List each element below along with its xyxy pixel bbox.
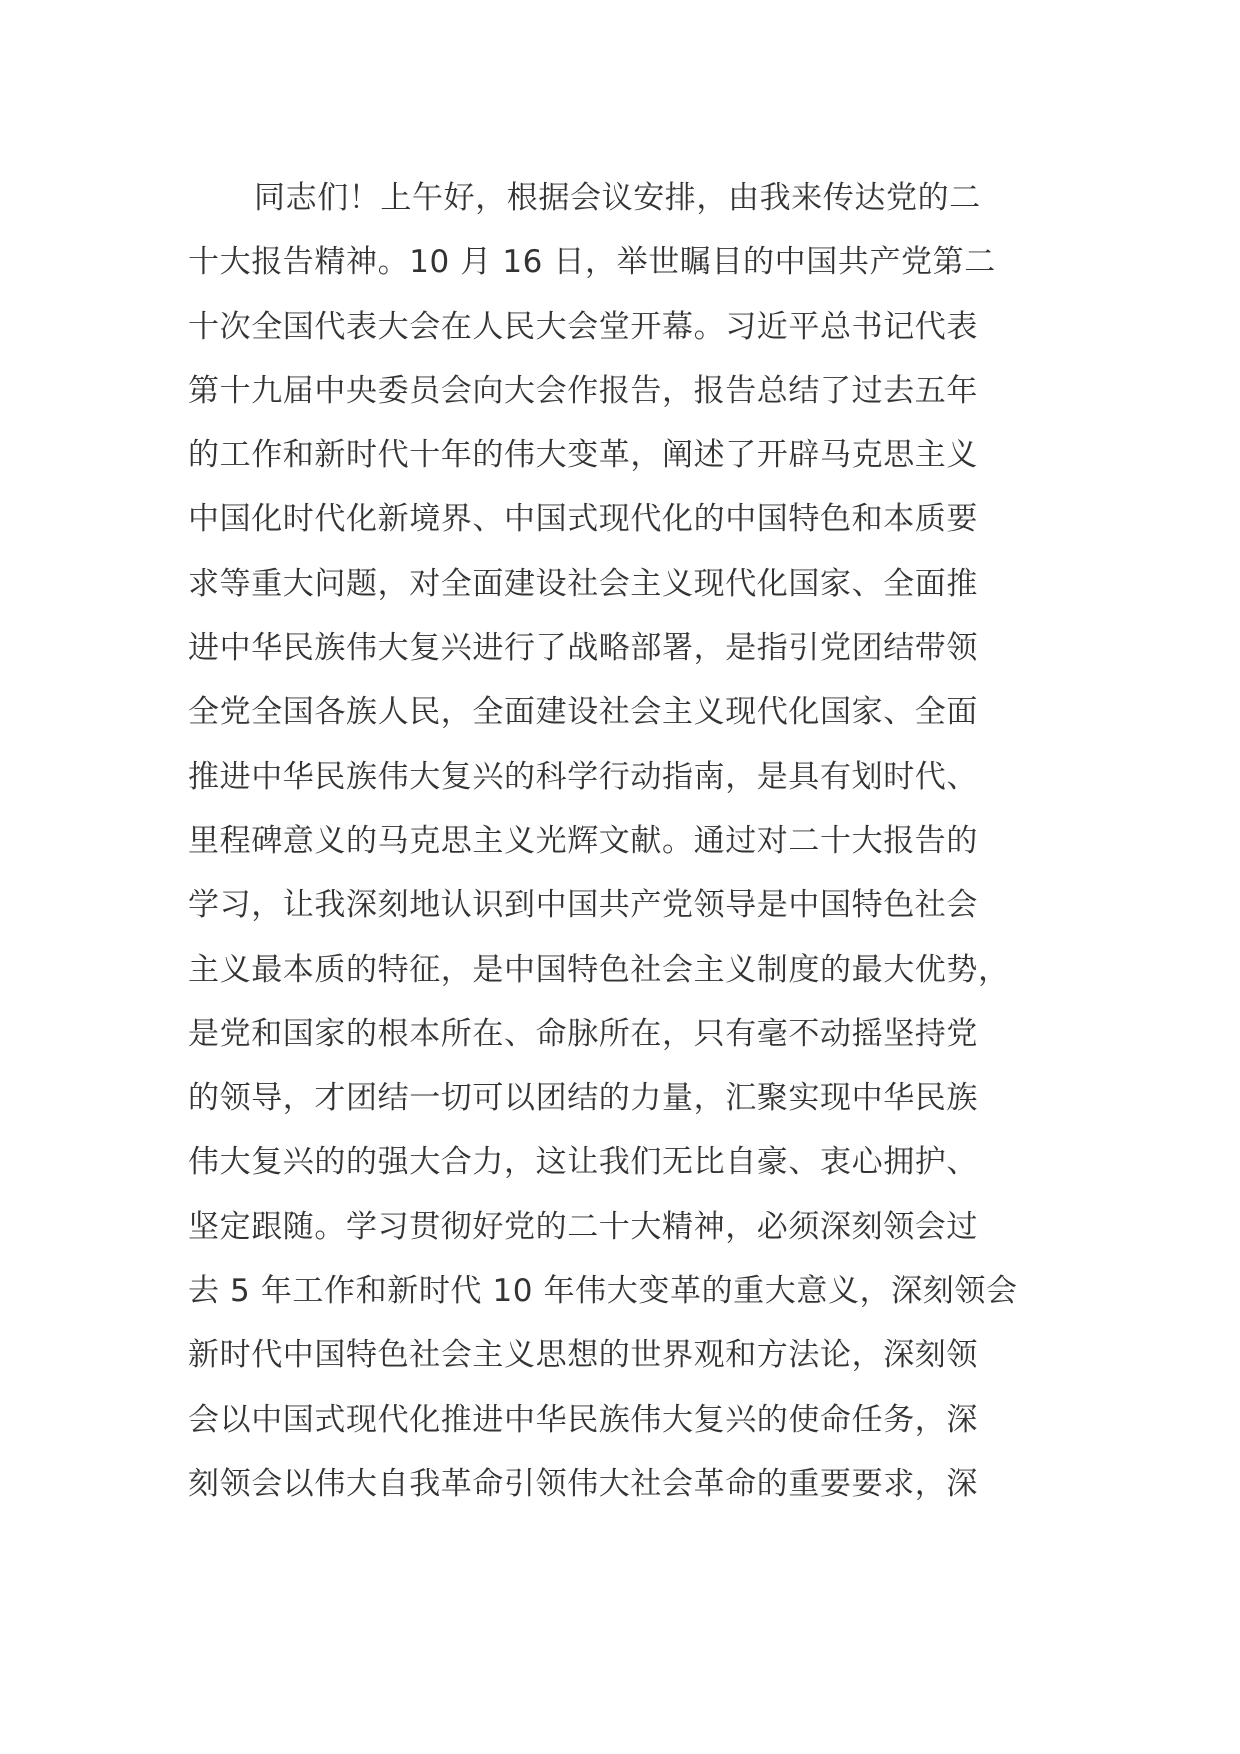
body-paragraph [188,166,1068,1516]
paragraph-line: 的领导，才团结一切可以团结的力量，汇聚实现中华民族 [188,1080,978,1117]
paragraph-line: 坚定跟随。学习贯彻好党的二十大精神，必须深刻领会过 [188,1208,978,1245]
paragraph-line: 求等重大问题，对全面建设社会主义现代化国家、全面推 [188,565,978,602]
paragraph-line: 全党全国各族人民，全面建设社会主义现代化国家、全面 [188,694,978,731]
paragraph-line: 推进中华民族伟大复兴的科学行动指南，是具有划时代、 [188,758,978,795]
paragraph-line: 里程碑意义的马克思主义光辉文献。通过对二十大报告的 [188,822,978,859]
paragraph-line: 学习，让我深刻地认识到中国共产党领导是中国特色社会 [188,887,978,924]
paragraph-line: 中国化时代化新境界、中国式现代化的中国特色和本质要 [188,501,978,538]
paragraph-line: 新时代中国特色社会主义思想的世界观和方法论，深刻领 [188,1337,978,1374]
paragraph-line: 刻领会以伟大自我革命引领伟大社会革命的重要要求，深 [188,1465,978,1502]
paragraph-line: 第十九届中央委员会向大会作报告，报告总结了过去五年 [188,372,978,409]
paragraph-line: 会以中国式现代化推进中华民族伟大复兴的使命任务，深 [188,1401,978,1438]
paragraph-line: 去 5 年工作和新时代 10 年伟大变革的重大意义，深刻领会 [188,1273,1018,1310]
paragraph-line: 是党和国家的根本所在、命脉所在，只有毫不动摇坚持党 [188,1015,978,1052]
paragraph-line: 主义最本质的特征，是中国特色社会主义制度的最大优势， [188,951,1010,988]
paragraph-line: 十大报告精神。10 月 16 日，举世瞩目的中国共产党第二 [188,244,996,281]
paragraph-line: 伟大复兴的的强大合力，这让我们无比自豪、衷心拥护、 [188,1144,978,1181]
paragraph-line: 的工作和新时代十年的伟大变革，阐述了开辟马克思主义 [188,437,978,474]
paragraph-line: 同志们！上午好，根据会议安排，由我来传达党的二 [254,180,981,216]
paragraph-line: 进中华民族伟大复兴进行了战略部署，是指引党团结带领 [188,630,978,667]
paragraph-line: 十次全国代表大会在人民大会堂开幕。习近平总书记代表 [188,308,978,345]
